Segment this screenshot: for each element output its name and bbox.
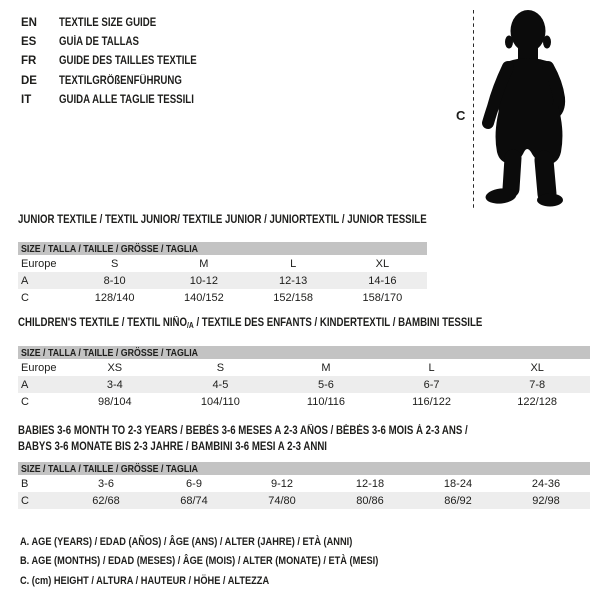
- table-cell: 92/98: [532, 494, 560, 507]
- table-header-bar: SIZE / TALLA / TAILLE / GRÖSSE / TAGLIA: [18, 242, 427, 255]
- table-cell: S: [110, 257, 119, 270]
- table-cell: 68/74: [180, 494, 208, 507]
- guide-title: GUIDA ALLE TAGLIE TESSILI: [59, 94, 194, 107]
- table-row: [18, 289, 427, 306]
- language-code: IT: [21, 94, 32, 107]
- table-cell: 8-10: [103, 274, 126, 287]
- row-label: Europe: [21, 257, 57, 270]
- children-size-table: [18, 346, 590, 410]
- language-row: [21, 13, 223, 32]
- children-section-heading: CHILDREN'S TEXTILE / TEXTIL $NIÑO_{/A}$ / TEXTILE DES ENFANTS / KINDERTEXTIL / BAMBINI TESSILE: [18, 317, 483, 330]
- table-cell: 158/170: [362, 291, 403, 304]
- table-cell: XL: [530, 361, 544, 374]
- table-cell: 80/86: [356, 494, 384, 507]
- table-row: [18, 475, 590, 492]
- table-row: [18, 393, 590, 410]
- junior-size-table: [18, 242, 427, 306]
- table-cell: 6-9: [186, 477, 202, 490]
- toddler-silhouette: [480, 0, 600, 210]
- language-guide-list: [21, 13, 223, 110]
- table-cell: 104/110: [200, 395, 240, 408]
- table-cell: 74/80: [268, 494, 296, 507]
- table-cell: 9-12: [270, 477, 294, 490]
- table-cell: 12-13: [279, 274, 308, 287]
- table-cell: XS: [107, 361, 123, 374]
- junior-section-heading: JUNIOR TEXTILE / TEXTIL JUNIOR/ TEXTILE JUNIOR / JUNIORTEXTIL / JUNIOR TESSILE: [18, 214, 427, 226]
- language-code: FR: [21, 55, 37, 68]
- table-cell: 18-24: [443, 477, 473, 490]
- junior-table-rows: [18, 255, 427, 306]
- table-header-bar: SIZE / TALLA / TAILLE / GRÖSSE / TAGLIA: [18, 346, 590, 359]
- row-label: B: [21, 477, 29, 490]
- guide-title: TEXTILGRÖßENFÜHRUNG: [59, 74, 182, 87]
- table-cell: 140/152: [183, 291, 224, 304]
- row-label: C: [21, 395, 29, 408]
- table-row: [18, 359, 590, 376]
- table-cell: 110/116: [306, 395, 346, 408]
- babies-section-heading: BABIES 3-6 MONTH TO 2-3 YEARS / BEBÉS 3-6 MESES A 2-3 AÑOS / BÉBÉS 3-6 MOIS À 2-3 ANS / BABYS 3-6 MONATE BIS 2-3 JAHRE / BAMBINI 3-6 MESI A 2-3 ANNI: [18, 425, 468, 453]
- table-cell: 98/104: [97, 395, 132, 408]
- subscript-label: /A: [187, 321, 194, 330]
- language-row: [21, 32, 223, 51]
- guide-title: TEXTILE SIZE GUIDE: [59, 16, 157, 29]
- table-cell: M: [321, 361, 331, 374]
- footnote-a: A. AGE (YEARS) / EDAD (AÑOS) / ÂGE (ANS) / ALTER (JAHRE) / ETÀ (ANNI): [20, 535, 353, 548]
- language-code: DE: [21, 74, 37, 87]
- table-row: [18, 255, 427, 272]
- height-marker-label: C: [456, 108, 466, 123]
- table-cell: 116/122: [412, 395, 452, 408]
- table-cell: 62/68: [92, 494, 120, 507]
- table-header-bar: SIZE / TALLA / TAILLE / GRÖSSE / TAGLIA: [18, 462, 590, 475]
- children-table-rows: [18, 359, 590, 410]
- table-cell: 7-8: [529, 378, 546, 391]
- table-cell: 4-5: [212, 378, 229, 391]
- table-cell: 3-6: [98, 477, 114, 490]
- table-cell: 3-4: [106, 378, 123, 391]
- table-cell: 12-18: [355, 477, 385, 490]
- table-cell: 24-36: [531, 477, 561, 490]
- height-dashed-line: [468, 8, 474, 210]
- guide-title: GUÍA DE TALLAS: [59, 36, 139, 49]
- row-label: C: [21, 291, 29, 304]
- footnote-c: C. (cm) HEIGHT / ALTURA / HAUTEUR / HÖHE / ALTEZZA: [20, 574, 270, 587]
- row-label: A: [21, 274, 29, 287]
- language-row: [21, 52, 223, 71]
- row-label: C: [21, 494, 29, 507]
- language-row: [21, 71, 223, 90]
- table-cell: 86/92: [444, 494, 472, 507]
- footnotes: [20, 532, 447, 591]
- language-code: EN: [21, 16, 37, 29]
- table-cell: 6-7: [423, 378, 440, 391]
- footnote-b: B. AGE (MONTHS) / EDAD (MESES) / ÂGE (MOIS) / ALTER (MONATE) / ETÀ (MESI): [20, 555, 379, 568]
- table-cell: 10-12: [189, 274, 218, 287]
- table-cell: 5-6: [318, 378, 334, 391]
- table-cell: M: [199, 257, 209, 270]
- row-label: Europe: [21, 361, 57, 374]
- table-cell: 152/158: [273, 291, 313, 304]
- table-cell: 128/140: [94, 291, 135, 304]
- guide-title: GUIDE DES TAILLES TEXTILE: [59, 55, 197, 68]
- babies-table-rows: [18, 475, 590, 509]
- table-cell: S: [216, 361, 225, 374]
- language-code: ES: [21, 36, 37, 49]
- table-cell: L: [290, 257, 297, 270]
- row-label: A: [21, 378, 29, 391]
- table-row: [18, 272, 427, 289]
- language-row: [21, 91, 223, 110]
- table-cell: 14-16: [368, 274, 397, 287]
- table-row: [18, 492, 590, 509]
- table-row: [18, 376, 590, 393]
- table-cell: XL: [375, 257, 390, 270]
- table-cell: 122/128: [517, 395, 558, 408]
- table-cell: L: [428, 361, 435, 374]
- babies-size-table: [18, 462, 590, 509]
